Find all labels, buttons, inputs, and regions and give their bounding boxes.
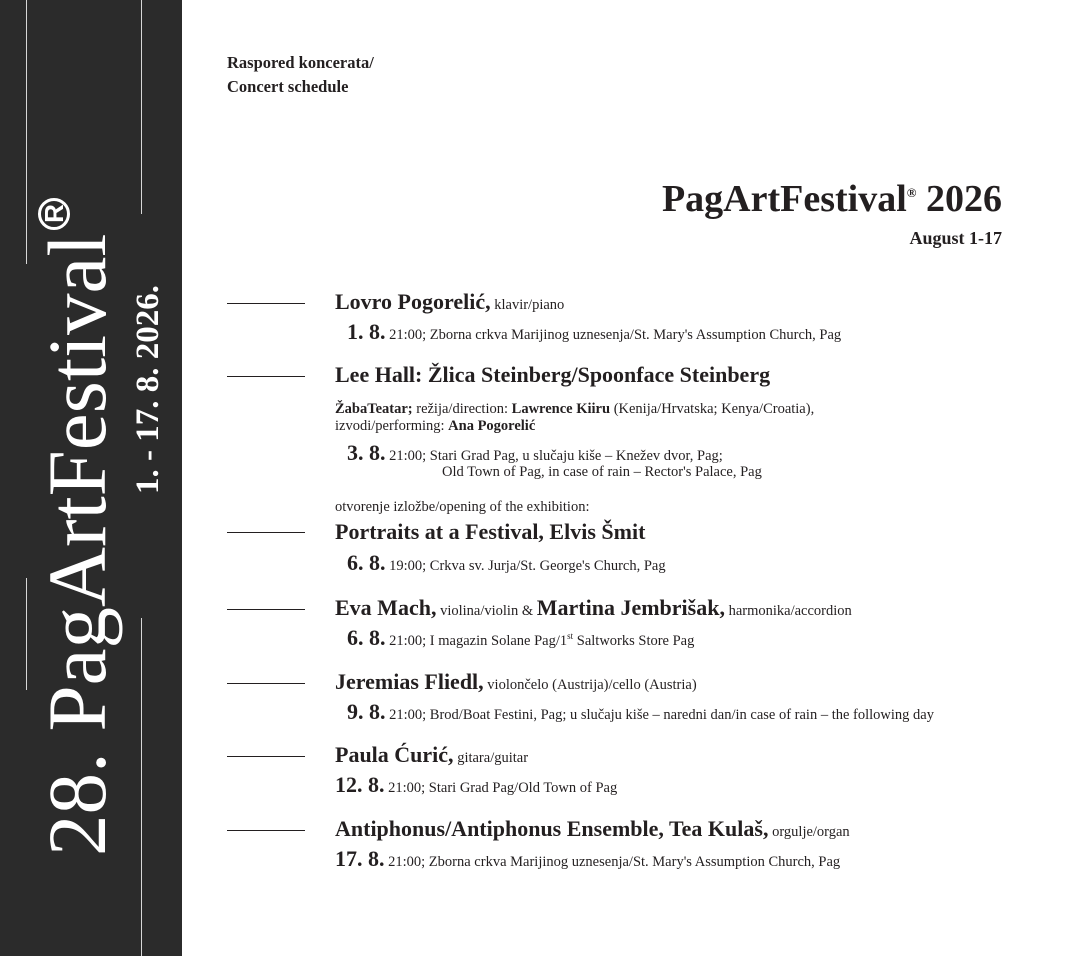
event-when: [335, 772, 617, 798]
registered-mark: ®: [906, 185, 917, 200]
event-title: Antiphonus/Antiphonus Ensemble, Tea Kulaš, orgulje/organ: [335, 816, 850, 841]
banner-rule: [26, 578, 27, 690]
event-credits: ŽabaTeatar; režija/direction: Lawrence Kiiru (Kenija/Hrvatska; Kenya/Croatia),: [335, 401, 815, 417]
event-title: Lovro Pogorelić, klavir/piano: [335, 289, 565, 314]
event-rule: [227, 609, 305, 610]
event-details: 21:00; Stari Grad Pag/Old Town of Pag: [388, 780, 618, 796]
event-when: [347, 550, 666, 576]
registered-icon: R: [38, 198, 70, 230]
event-date: 12. 8.: [335, 772, 385, 797]
festival-vertical-title: 28. PagArtFestivalR: [36, 198, 119, 856]
event-when: [347, 699, 934, 725]
event-date: 6. 8.: [347, 625, 386, 650]
event-date: 3. 8.: [347, 440, 386, 465]
event-pre-label: otvorenje izložbe/opening of the exhibition:: [335, 499, 590, 515]
event-rule: [227, 376, 305, 377]
event-date: 6. 8.: [347, 550, 386, 575]
event-rule: [227, 683, 305, 684]
event-title: Lee Hall: Žlica Steinberg/Spoonface Steinberg: [335, 362, 771, 387]
schedule-heading-line2: Concert schedule: [227, 77, 349, 96]
event-date: 1. 8.: [347, 319, 386, 344]
festival-title: PagArtFestival® 2026: [661, 178, 1002, 220]
event-when: [335, 846, 840, 872]
festival-vertical-dates: 1. - 17. 8. 2026.: [130, 285, 166, 494]
event-title: Paula Ćurić, gitara/guitar: [335, 742, 529, 767]
banner-rule: [141, 0, 142, 214]
event-details: 21:00; I magazin Solane Pag/1st Saltworks Store Pag: [389, 631, 695, 649]
event-when: [347, 625, 694, 651]
festival-dates: August 1-17: [909, 228, 1002, 248]
schedule-heading: [227, 51, 374, 99]
event-rule: [227, 303, 305, 304]
event-credits: izvodi/performing: Ana Pogorelić: [335, 418, 536, 434]
event-date: 9. 8.: [347, 699, 386, 724]
event-rule: [227, 756, 305, 757]
event-when: [347, 319, 841, 345]
banner-rule: [141, 618, 142, 956]
event-rule: [227, 830, 305, 831]
event-details: 21:00; Brod/Boat Festini, Pag; u slučaju kiše – naredni dan/in case of rain – the following day: [389, 707, 934, 723]
event-details: 21:00; Zborna crkva Marijinog uznesenja/St. Mary's Assumption Church, Pag: [388, 854, 841, 870]
event-details: 21:00; Zborna crkva Marijinog uznesenja/St. Mary's Assumption Church, Pag: [389, 327, 842, 343]
event-title: Eva Mach, violina/violin & Martina Jembrišak, harmonika/accordion: [335, 595, 852, 620]
event-title: Portraits at a Festival, Elvis Šmit: [335, 519, 646, 544]
event-date: 17. 8.: [335, 846, 385, 871]
event-when: [347, 440, 723, 466]
side-banner: [0, 0, 182, 956]
event-details: 19:00; Crkva sv. Jurja/St. George's Church, Pag: [389, 558, 666, 574]
banner-rule: [26, 0, 27, 264]
event-title: Jeremias Fliedl, violončelo (Austrija)/cello (Austria): [335, 669, 697, 694]
event-rule: [227, 532, 305, 533]
schedule-heading-line1: Raspored koncerata/: [227, 53, 374, 72]
event-details: 21:00; Stari Grad Pag, u slučaju kiše – Knežev dvor, Pag;: [389, 448, 723, 464]
event-details: Old Town of Pag, in case of rain – Rector's Palace, Pag: [442, 464, 762, 480]
